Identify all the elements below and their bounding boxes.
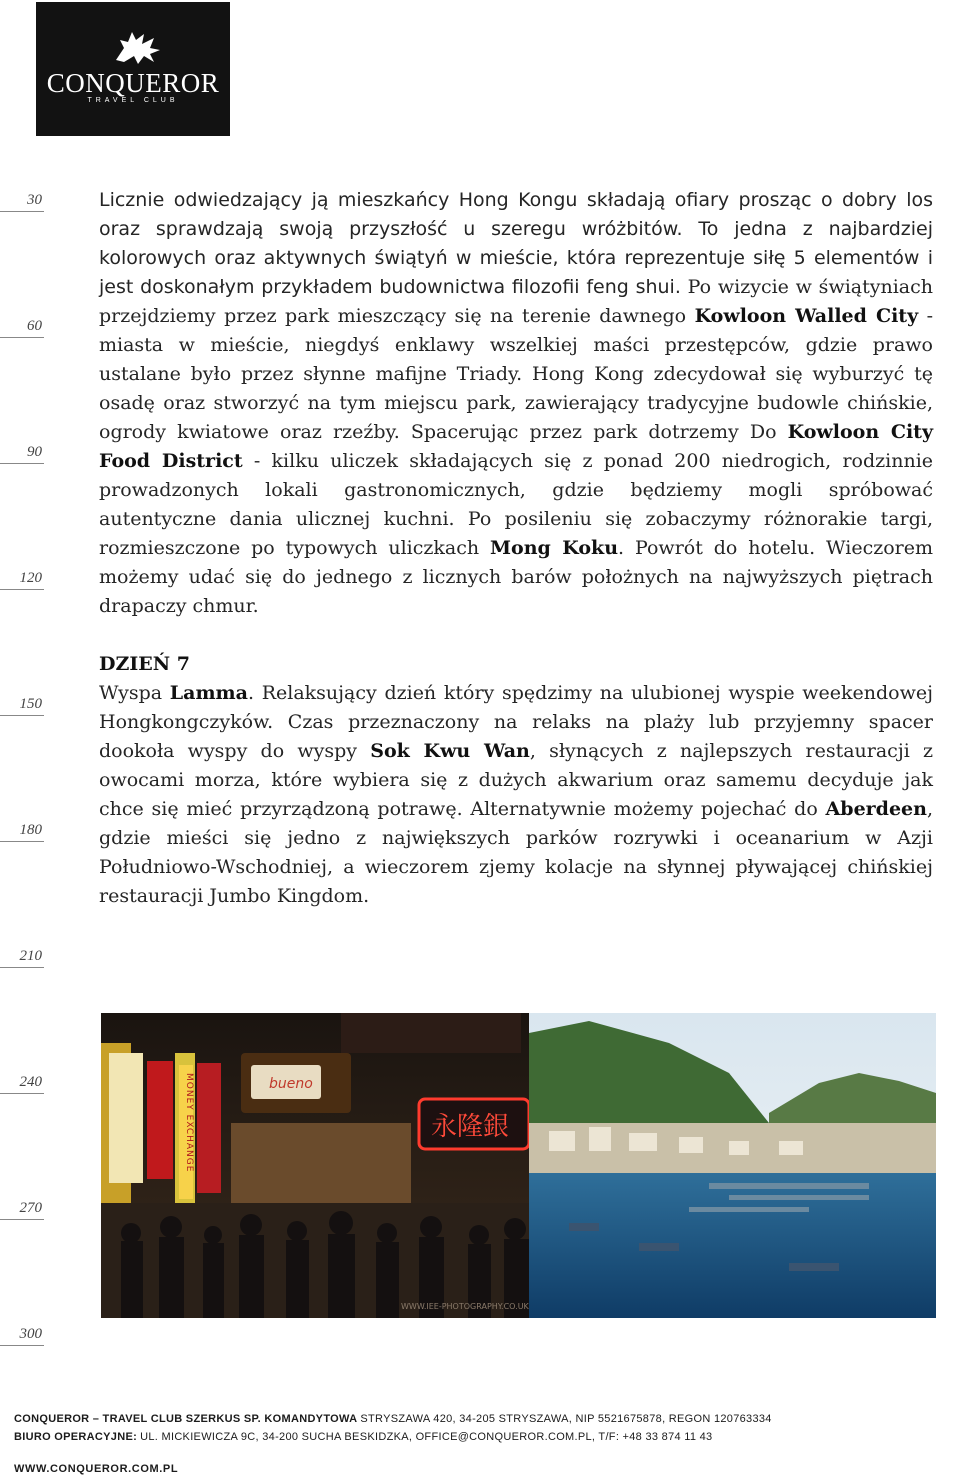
footer-company-details: STRYSZAWA 420, 34-205 STRYSZAWA, NIP 5521675878, REGON 120763334: [360, 1413, 772, 1425]
paragraph-text: Wyspa: [99, 682, 163, 704]
day-heading: DZIEŃ 7: [99, 653, 190, 675]
griffin-icon: [110, 26, 164, 66]
paragraph-text: . Powrót do hotelu. Wieczorem możemy udać się do jednego z licznych barów położnych na najwyższych piętrach drapaczy chmur.: [99, 537, 934, 617]
exchange-sign: MONEY EXCHANGE: [184, 1073, 194, 1173]
bank-sign: 永隆銀: [431, 1112, 510, 1142]
footer-company-line: [14, 1410, 934, 1428]
itinerary-content: [99, 186, 933, 911]
ruler-mark: 120: [0, 570, 44, 590]
footer-office-label: BIURO OPERACYJNE:: [14, 1431, 138, 1443]
ruler-mark: 150: [0, 696, 44, 716]
paragraph-day7: [99, 679, 933, 911]
ruler-mark: 210: [0, 948, 44, 968]
place-name: Aberdeen: [825, 798, 927, 820]
place-name: Mong Koku: [490, 537, 619, 559]
logo-brand: CONQUEROR: [46, 68, 220, 98]
ruler-mark: 300: [0, 1326, 44, 1346]
place-name: Sok Kwu Wan: [370, 740, 530, 762]
paragraph-text: Licznie odwiedzający ją mieszkańcy Hong Kongu składają ofiary prosząc o dobry los oraz sprawdzają swoją przyszłość u szeregu wróżbitów. To jedna z najbardziej kolorowych oraz aktywnych świątyń w mieście, która reprezentuje siłę 5 elementów i jest doskonałym przykładem budownictwa filozofii feng shui.: [99, 189, 933, 298]
place-name: Kowloon City Food District: [99, 421, 933, 472]
ruler-mark: 60: [0, 318, 44, 338]
paragraph-text: . Relaksujący dzień który spędzimy na ulubionej wyspie weekendowej Hongkongczyków. Czas przeznaczony na relaks na plaży lub przyjemny spacer dookoła wyspy do wyspy: [99, 682, 933, 762]
logo: [36, 2, 230, 136]
ruler-mark: 30: [0, 192, 44, 212]
paragraph-text: - kilku uliczek składających się z ponad 200 niedrogich, rodzinnie prowadzonych lokali gastronomicznych, gdzie będziemy mogli spróbować autentyczne dania ulicznej kuchni. Po posileniu się zobaczymy różnorakie targi, rozmieszczone po typowych uliczkach: [99, 450, 934, 559]
paragraph-day6-continued: [99, 186, 933, 621]
ruler-mark: 270: [0, 1200, 44, 1220]
company-footer: [14, 1410, 934, 1475]
footer-website-link[interactable]: WWW.CONQUEROR.COM.PL: [14, 1463, 179, 1475]
logo-tagline: TRAVEL CLUB: [87, 97, 179, 104]
photo-watermark: WWW.IEE-PHOTOGRAPHY.CO.UK: [401, 1302, 529, 1311]
ruler-mark: 240: [0, 1074, 44, 1094]
lamma-harbour-photo: [529, 1013, 936, 1318]
place-name: Lamma: [169, 682, 248, 704]
footer-company-name: CONQUEROR – TRAVEL CLUB SZERKUS SP. KOMANDYTOWA: [14, 1413, 358, 1425]
photo-collage: [101, 1013, 936, 1318]
paragraph-text: , gdzie mieści się jedno z największych parków rozrywki i oceanarium w Azji Południowo-Wschodniej, a wieczorem zjemy kolacje na słynnej pływającej chińskiej restauracji Jumbo Kingdom.: [99, 798, 933, 907]
bueno-sign: bueno: [269, 1076, 313, 1092]
hong-kong-street-photo: [101, 1013, 529, 1318]
paragraph-text: , słynących z najlepszych restauracji z owocami morza, które wybiera się z dużych akwarium oraz samemu decyduje jak chce się mieć przyrządzoną potrawę. Alternatywnie możemy pojechać do: [99, 740, 934, 820]
ruler-mark: 180: [0, 822, 44, 842]
paragraph-text: Po wizycie w świątyniach przejdziemy przez park mieszczący się na terenie dawnego: [99, 276, 933, 327]
footer-office-line: [14, 1428, 934, 1446]
footer-office-details: UL. MICKIEWICZA 9C, 34-200 SUCHA BESKIDZKA, OFFICE@CONQUEROR.COM.PL, T/F: +48 33 874 11 43: [140, 1431, 713, 1443]
place-name: Kowloon Walled City: [694, 305, 919, 327]
paragraph-text: - miasta w mieście, niegdyś enklawy wszelkiej maści przestępców, gdzie prawo ustalane było przez słynne mafijne Triady. Hong Kong zdecydował się wyburzyć tę osadę oraz stworzyć na tym miejscu park, zawierający tradycyjne budowle chińskie, ogrody kwiatowe oraz rzeźby. Spacerując przez park dotrzemy Do: [99, 305, 933, 443]
ruler-mark: 90: [0, 444, 44, 464]
